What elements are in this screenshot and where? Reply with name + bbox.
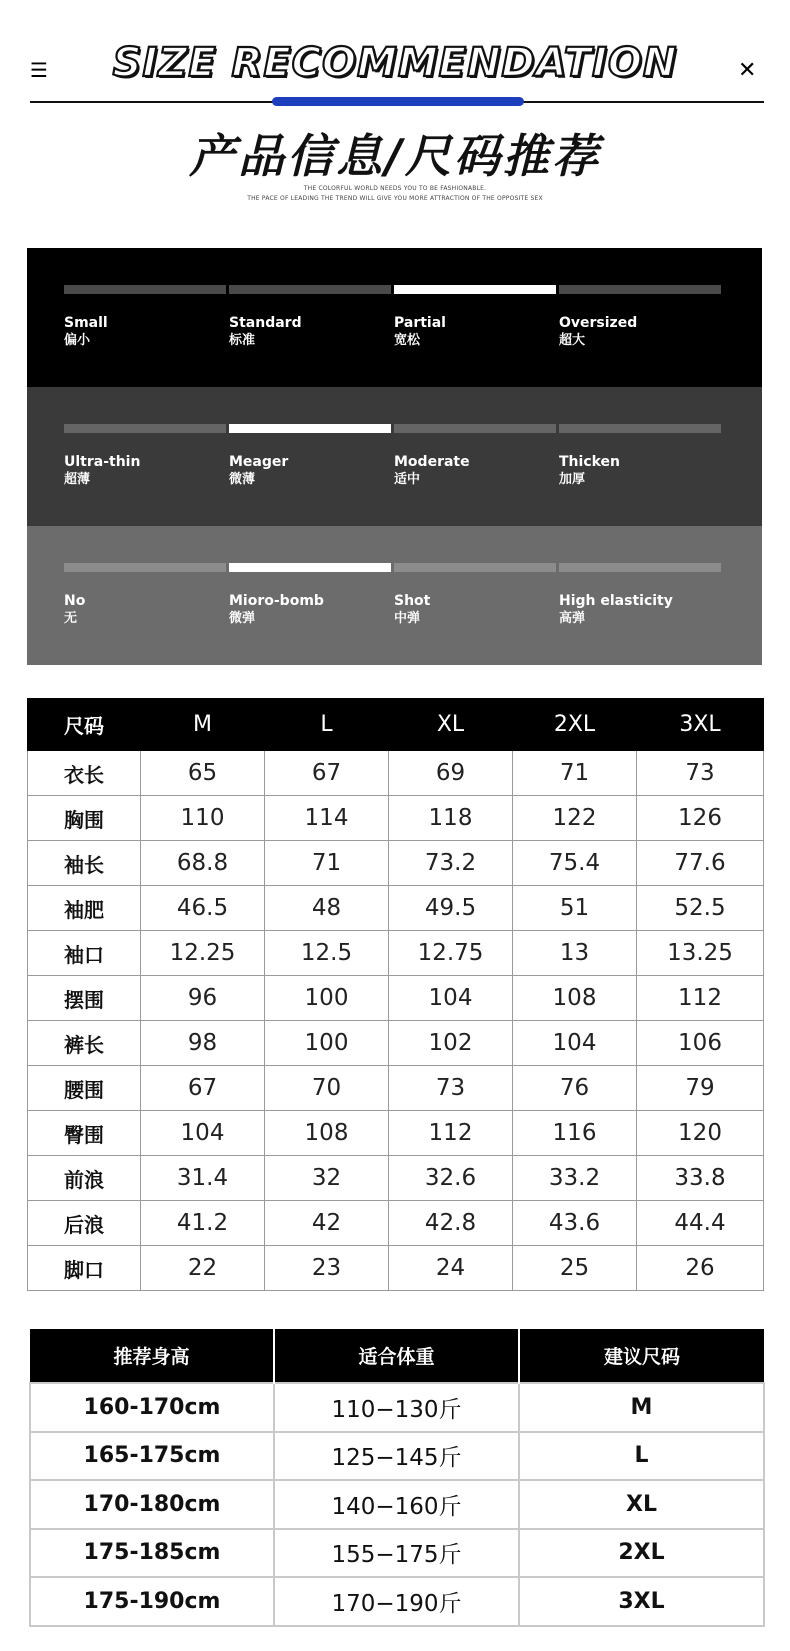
measurement-value: 79 [637,1066,764,1111]
measurement-value: 49.5 [389,886,513,931]
thickness-option-en: Moderate [394,454,470,470]
elasticity-scale-segment [229,563,391,572]
measurement-value: 31.4 [141,1156,265,1201]
measurement-value: 24 [389,1246,513,1291]
measurement-value: 41.2 [141,1201,265,1246]
measurement-value: 67 [141,1066,265,1111]
elasticity-scale-segment [394,563,556,572]
fit-option-cn: 偏小 [64,333,91,348]
elasticity-option-en: High elasticity [559,593,673,609]
measurement-value: 108 [265,1111,389,1156]
fit-option-cn: 标准 [229,333,256,348]
elasticity-panel [27,526,762,665]
height-range: 175-185cm [30,1529,274,1578]
measurement-value: 112 [389,1111,513,1156]
subtitle-line-1: THE COLORFUL WORLD NEEDS YOU TO BE FASHIONABLE. [303,185,487,192]
weight-range: 110−130斤 [274,1383,519,1432]
height-range: 160-170cm [30,1383,274,1432]
thickness-option-cn: 适中 [394,472,421,487]
thickness-option-en: Meager [229,454,289,470]
measurement-value: 33.2 [513,1156,637,1201]
measurement-value: 52.5 [637,886,764,931]
fit-option-en: Oversized [559,315,638,331]
elasticity-option-en: Shot [394,593,431,609]
size-recommendation-table [29,1329,765,1627]
fit-option [229,314,302,350]
chinese-title: 产品信息/尺码推荐 [189,129,601,183]
measurement-value: 100 [265,976,389,1021]
suggested-size: 2XL [519,1529,764,1578]
suggested-size: XL [519,1480,764,1529]
thickness-scale-segment [559,424,721,433]
measurement-value: 69 [389,751,513,796]
measurement-value: 73 [637,751,764,796]
measurement-value: 96 [141,976,265,1021]
table-row [28,1111,764,1156]
fit-option [394,314,446,350]
measurement-value: 120 [637,1111,764,1156]
table-row [28,1201,764,1246]
measurement-label: 衣长 [28,751,141,796]
thickness-option [64,453,140,489]
measurement-label: 袖长 [28,841,141,886]
measurement-value: 70 [265,1066,389,1111]
measurement-value: 112 [637,976,764,1021]
fit-option-en: Small [64,315,108,331]
table-row [28,841,764,886]
elasticity-option-cn: 中弹 [394,611,421,626]
measurement-value: 76 [513,1066,637,1111]
weight-range: 140−160斤 [274,1480,519,1529]
measurement-value: 114 [265,796,389,841]
table-row [28,751,764,796]
fit-option-cn: 宽松 [394,333,421,348]
fit-attribute-panels [27,248,762,665]
elasticity-option-cn: 高弹 [559,611,586,626]
measurement-value: 100 [265,1021,389,1066]
elasticity-scale-segment [64,563,226,572]
weight-range: 170−190斤 [274,1577,519,1626]
measurement-value: 13 [513,931,637,976]
measurement-value: 51 [513,886,637,931]
measurement-value: 32.6 [389,1156,513,1201]
elasticity-option [64,592,85,628]
measurement-value: 26 [637,1246,764,1291]
measurement-value: 42.8 [389,1201,513,1246]
table-row [28,1066,764,1111]
suggested-size: M [519,1383,764,1432]
thickness-scale-segment [64,424,226,433]
subtitle-line-2: THE PACE OF LEADING THE TREND WILL GIVE YOU MORE ATTRACTION OF THE OPPOSITE SEX [247,195,543,202]
measurement-value: 71 [513,751,637,796]
measurement-value: 73 [389,1066,513,1111]
measurement-value: 122 [513,796,637,841]
measurement-value: 67 [265,751,389,796]
measurement-value: 75.4 [513,841,637,886]
thickness-panel [27,387,762,526]
elasticity-option-en: No [64,593,86,609]
elasticity-scale-segment [559,563,721,572]
thickness-scale-segment [229,424,391,433]
measurement-value: 106 [637,1021,764,1066]
thickness-scale-segment [394,424,556,433]
header-cell-xl: XL [389,699,513,751]
height-range: 165-175cm [30,1432,274,1481]
header [0,0,790,215]
measurement-value: 126 [637,796,764,841]
height-range: 175-190cm [30,1577,274,1626]
measurement-label: 脚口 [28,1246,141,1291]
measurement-label: 袖口 [28,931,141,976]
header-cell-weight: 适合体重 [274,1329,519,1383]
measurement-value: 108 [513,976,637,1021]
suggested-size: L [519,1432,764,1481]
header-cell-3xl: 3XL [637,699,764,751]
fit-option [64,314,108,350]
fit-scale-segment [64,285,226,294]
header-cell-m: M [141,699,265,751]
close-icon[interactable]: ✕ [738,58,757,83]
header-cell-size: 尺码 [28,699,141,751]
table-row [30,1432,764,1481]
measurement-label: 摆围 [28,976,141,1021]
thickness-option-cn: 超薄 [64,472,91,487]
recommendation-body [30,1383,764,1626]
measurement-value: 102 [389,1021,513,1066]
elasticity-option [559,592,673,628]
weight-range: 125−145斤 [274,1432,519,1481]
measurement-label: 臀围 [28,1111,141,1156]
size-chart-table [27,698,764,1291]
measurement-value: 68.8 [141,841,265,886]
measurement-value: 48 [265,886,389,931]
thickness-option-en: Ultra-thin [64,454,141,470]
measurement-value: 116 [513,1111,637,1156]
table-row [28,1246,764,1291]
measurement-value: 71 [265,841,389,886]
measurement-value: 110 [141,796,265,841]
table-row [28,1156,764,1201]
table-row [28,931,764,976]
measurement-value: 33.8 [637,1156,764,1201]
measurement-value: 23 [265,1246,389,1291]
measurement-value: 22 [141,1246,265,1291]
table-row [28,886,764,931]
measurement-label: 袖肥 [28,886,141,931]
table-row [30,1529,764,1578]
measurement-value: 13.25 [637,931,764,976]
suggested-size: 3XL [519,1577,764,1626]
measurement-label: 裤长 [28,1021,141,1066]
fit-option [559,314,637,350]
table-row [28,1021,764,1066]
thickness-option [394,453,470,489]
thickness-option-en: Thicken [559,454,621,470]
elasticity-option [229,592,324,628]
table-row [28,976,764,1021]
size-chart-body [28,751,764,1291]
table-row [28,796,764,841]
measurement-label: 胸围 [28,796,141,841]
table-row [30,1480,764,1529]
fit-option-cn: 超大 [559,333,586,348]
measurement-value: 12.5 [265,931,389,976]
recommendation-header-row [30,1329,764,1383]
menu-icon[interactable]: ☰ [30,58,48,82]
thickness-option-cn: 加厚 [559,472,586,487]
measurement-value: 73.2 [389,841,513,886]
elasticity-option [394,592,430,628]
page-title: SIZE RECOMMENDATION [112,40,678,86]
measurement-value: 98 [141,1021,265,1066]
fit-scale-segment [394,285,556,294]
height-range: 170-180cm [30,1480,274,1529]
header-cell-height: 推荐身高 [30,1329,274,1383]
table-row [30,1577,764,1626]
size-chart-header-row [28,699,764,751]
measurement-value: 12.25 [141,931,265,976]
measurement-label: 腰围 [28,1066,141,1111]
measurement-value: 32 [265,1156,389,1201]
measurement-value: 12.75 [389,931,513,976]
measurement-value: 65 [141,751,265,796]
header-cell-l: L [265,699,389,751]
measurement-value: 118 [389,796,513,841]
measurement-value: 104 [389,976,513,1021]
measurement-value: 42 [265,1201,389,1246]
fit-scale-segment [559,285,721,294]
fit-option-en: Standard [229,315,302,331]
title-accent-bar [272,97,524,106]
fit-option-en: Partial [394,315,446,331]
elasticity-option-cn: 无 [64,611,78,626]
header-cell-suggested-size: 建议尺码 [519,1329,764,1383]
fit-panel [27,248,762,387]
measurement-label: 前浪 [28,1156,141,1201]
measurement-value: 104 [141,1111,265,1156]
header-cell-2xl: 2XL [513,699,637,751]
thickness-option [559,453,620,489]
thickness-option-cn: 微薄 [229,472,256,487]
measurement-label: 后浪 [28,1201,141,1246]
elasticity-option-en: Mioro-bomb [229,593,324,609]
measurement-value: 46.5 [141,886,265,931]
elasticity-option-cn: 微弹 [229,611,256,626]
weight-range: 155−175斤 [274,1529,519,1578]
measurement-value: 104 [513,1021,637,1066]
measurement-value: 25 [513,1246,637,1291]
fit-scale-segment [229,285,391,294]
table-row [30,1383,764,1432]
thickness-option [229,453,288,489]
measurement-value: 77.6 [637,841,764,886]
measurement-value: 44.4 [637,1201,764,1246]
measurement-value: 43.6 [513,1201,637,1246]
